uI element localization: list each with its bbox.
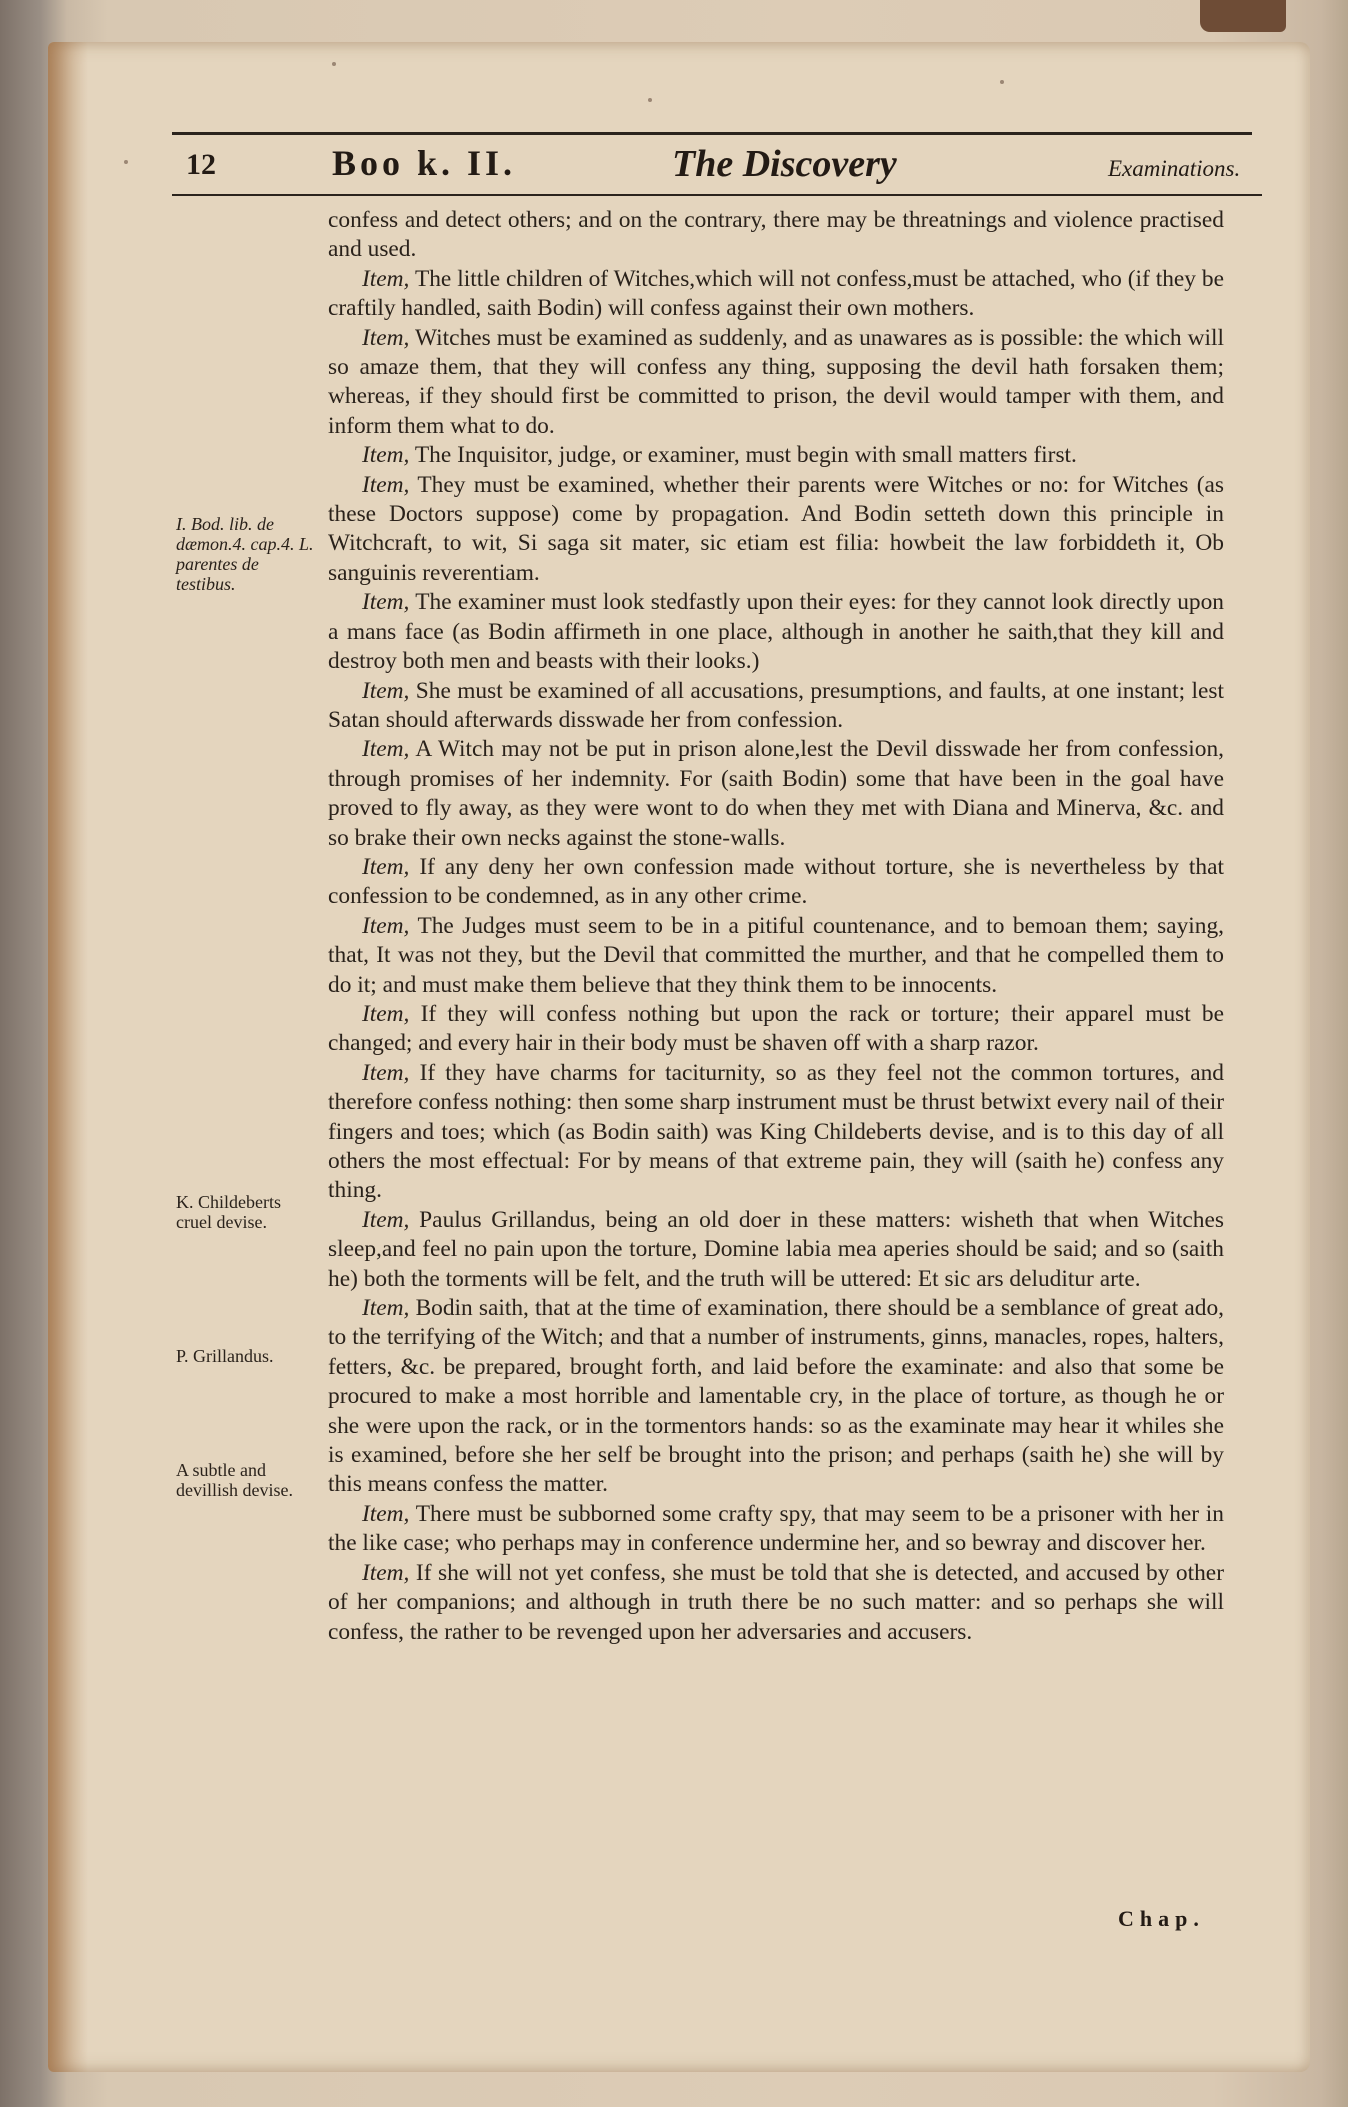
margin-note-bodin: I. Bod. lib. de dæmon.4. cap.4. L. parentes de testibus. [176,514,314,594]
paragraph-text: If she will not yet confess, she must be told that she is detected, and accused by other of her companions; and although in truth there be no such matter: and so perhaps she will confess, the rather to be revenged upon her adversaries and accusers. [328,1559,1224,1645]
paragraph [328,1294,1224,1500]
margin-note-subtle-devise: A subtle and devillish devise. [176,1460,293,1500]
body-text [328,206,1224,1647]
catchword: Chap. [1118,1906,1205,1931]
paragraph-text: They must be examined, whether their parents were Witches or no: for Witches (as these Doctors suppose) come by propagation. And Bodin setteth down this principle in Witchcraft, to wit, Si saga sit mater, sic etiam est filia: howbeit the law forbiddeth it, Ob sanguinis reverentiam. [328,471,1224,586]
paragraph [328,441,1224,470]
paragraph [328,735,1224,853]
paragraph-text: Bodin saith, that at the time of examination, there should be a semblance of great ado, to the terrifying of the Witch; and that a number of instruments, ginns, manacles, ropes, halters, fetters, &c. be prepared, brought forth, and laid before the examinate: and also that some be procured to make a most horrible and lamentable cry, in the place of torture, as though he or she were upon the rack, or in the tormentors hands: so as the examinate may hear it whiles she is examined, before she her self be brought into the prison; and perhaps (saith he) she will by this means confess the matter. [328,1295,1224,1498]
running-title: The Discovery [672,143,897,185]
paragraph-text: A Witch may not be put in prison alone,lest the Devil disswade her from confession, through promises of her indemnity. For (saith Bodin) some that have been in the goal have proved to fly away, as they were wont to do when they met with Diana and Minerva, &c. and so brake their own necks against the stone-walls. [328,736,1224,851]
paragraph-text: confess and detect others; and on the contrary, there may be threatnings and violence practised and used. [328,207,1224,263]
paragraph [328,1500,1224,1559]
paragraph-text: The examiner must look stedfastly upon their eyes: for they cannot look directly upon a mans face (as Bodin affirmeth in one place, although in another he saith,that they kill and destroy both men and beasts with their looks.) [328,589,1224,675]
item-marker: Item, [362,912,410,939]
paper-speck [124,160,128,164]
item-marker: Item, [362,471,410,498]
header-rule-top [172,132,1252,135]
paragraph [328,206,1224,265]
item-marker: Item, [362,1295,410,1322]
paragraph-text: There must be subborned some crafty spy, that may seem to be a prisoner with her in the like case; who perhaps may in conference undermine her, and so bewray and discover her. [328,1500,1224,1557]
margin-note-grillandus: P. Grillandus. [176,1346,274,1366]
paragraph-text: Witches must be examined as suddenly, and as unawares as is possible: the which will so amaze them, that they will confess any thing, supposing the devil hath forsaken them; whereas, if they should first be committed to prison, the devil would tamper with them, and inform them what to do. [328,324,1224,439]
paragraph-text: If they will confess nothing but upon the rack or torture; their apparel must be changed; and every hair in their body must be shaven off with a sharp razor. [328,1000,1224,1057]
item-marker: Item, [362,324,410,351]
paragraph [328,588,1224,676]
paragraph-text: She must be examined of all accusations, presumptions, and faults, at one instant; lest Satan should afterwards disswade her from confession. [328,677,1224,733]
paragraph [328,677,1224,736]
paragraph [328,1000,1224,1059]
paper-speck [648,98,652,102]
item-marker: Item, [362,1206,410,1233]
paragraph-text: If any deny her own confession made without torture, she is nevertheless by that confession to be condemned, as in any other crime. [328,853,1224,910]
section-running-head: Examinations. [1108,156,1241,181]
paragraph-text: The little children of Witches,which will not confess,must be attached, who (if they be craftily handled, saith Bodin) will confess against their own mothers. [328,265,1224,322]
book-label: Boo k. II. [332,143,517,183]
paragraph [328,471,1224,589]
paper-speck [1000,80,1004,84]
paper-speck [332,62,336,66]
page-number: 12 [186,148,216,181]
binding-tab [1200,0,1286,32]
item-marker: Item, [362,853,410,880]
paragraph [328,1059,1224,1206]
paragraph-text: The Inquisitor, judge, or examiner, must begin with small matters first. [414,442,1077,469]
item-marker: Item, [362,589,410,616]
item-marker: Item, [362,736,410,763]
paragraph [328,912,1224,1000]
paragraph-text: If they have charms for taciturnity, so as they feel not the common tortures, and therefore confess nothing: then some sharp instrument must be thrust betwixt every nail of their fingers and toes; which (as Bodin saith) was King Childeberts devise, and is to this day of all others the most effectual: For by means of that extreme pain, they will (saith he) confess any thing. [328,1059,1224,1204]
paragraph [328,324,1224,442]
paragraph-text: The Judges must seem to be in a pitiful countenance, and to bemoan them; saying, that, It was not they, but the Devil that committed the murther, and that he compelled them to do it; and must make them believe that they think them to be innocents. [328,912,1224,998]
header-rule-bottom [172,194,1262,196]
item-marker: Item, [362,1000,410,1027]
paragraph-text: Paulus Grillandus, being an old doer in these matters: wisheth that when Witches sleep,and feel no pain upon the torture, Domine labia mea aperies should be said; and so (saith he) both the torments will be felt, and the truth will be uttered: Et sic ars deluditur arte. [328,1206,1224,1292]
item-marker: Item, [362,677,410,704]
item-marker: Item, [362,442,410,469]
item-marker: Item, [362,265,410,292]
paragraph [328,853,1224,912]
margin-note-childeberts: K. Childeberts cruel devise. [176,1192,281,1232]
paragraph [328,1206,1224,1294]
paragraph [328,1559,1224,1647]
item-marker: Item, [362,1559,410,1586]
item-marker: Item, [362,1059,410,1086]
item-marker: Item, [362,1500,410,1527]
paragraph [328,265,1224,324]
